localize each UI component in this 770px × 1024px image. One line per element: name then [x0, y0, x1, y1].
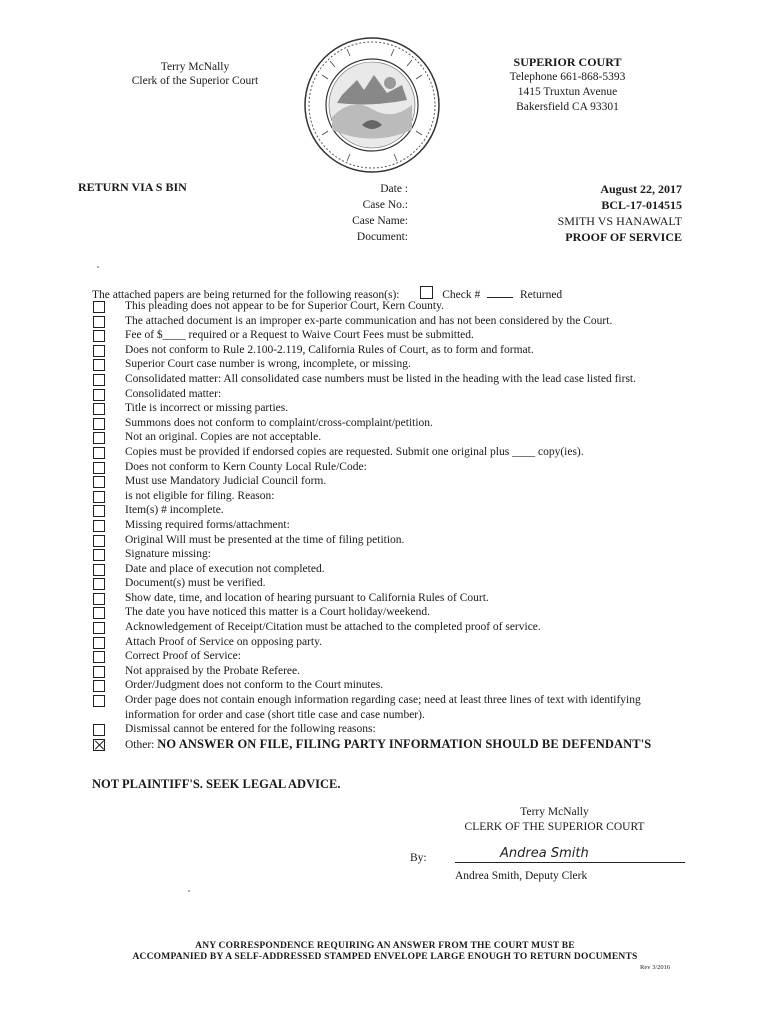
- meta-labels: [300, 181, 408, 245]
- reason-item: [92, 591, 692, 606]
- reason-text: Copies must be provided if endorsed copies are requested. Submit one original plus ____ copy(ies).: [125, 445, 584, 458]
- reasons-list: [92, 299, 692, 752]
- clerk-title: Clerk of the Superior Court: [131, 75, 259, 87]
- reason-text: Title is incorrect or missing parties.: [125, 402, 289, 415]
- footer-line1: ANY CORRESPONDENCE REQUIRING AN ANSWER FROM THE COURT MUST BE: [195, 941, 575, 951]
- court-header: [480, 55, 655, 115]
- reason-text: Item(s) # incomplete.: [125, 504, 224, 517]
- return-via: RETURN VIA S BIN: [78, 180, 187, 194]
- reason-text: Not appraised by the Probate Referee.: [125, 664, 300, 677]
- reason-text: Superior Court case number is wrong, incomplete, or missing.: [125, 358, 411, 371]
- reason-checkbox[interactable]: [93, 520, 105, 532]
- footer-line2: ACCOMPANIED BY A SELF-ADDRESSED STAMPED ENVELOPE LARGE ENOUGH TO RETURN DOCUMENTS: [132, 952, 638, 962]
- signer-title: CLERK OF THE SUPERIOR COURT: [464, 821, 645, 833]
- reason-checkbox[interactable]: [93, 578, 105, 590]
- case-no-label: Case No.:: [362, 199, 408, 211]
- clerk-name: Terry McNally: [160, 61, 230, 73]
- reason-item: [92, 489, 692, 504]
- reason-item: [92, 387, 692, 402]
- reason-text: Not an original. Copies are not acceptable.: [125, 431, 322, 444]
- reason-text: Order page does not contain enough information regarding case; need at least three lines of text with identifying information for order and case (short title case and case number).: [125, 694, 641, 721]
- reason-checkbox[interactable]: [93, 651, 105, 663]
- document-label: Document:: [356, 231, 408, 243]
- reason-checkbox[interactable]: [93, 505, 105, 517]
- reason-item: [92, 678, 692, 693]
- reason-text: Signature missing:: [125, 548, 211, 561]
- reason-item: [92, 605, 692, 620]
- reason-item: [92, 693, 692, 722]
- reason-text: The attached document is an improper ex-parte communication and has not been considered by the Court.: [125, 314, 613, 327]
- reason-checkbox[interactable]: [93, 374, 105, 386]
- signer-name: Terry McNally: [520, 806, 589, 818]
- revision-date: Rev 3/2016: [640, 964, 671, 971]
- reason-checkbox[interactable]: [93, 403, 105, 415]
- reason-text: Date and place of execution not completed.: [125, 562, 325, 575]
- scan-speck: [188, 890, 190, 892]
- reason-text: Correct Proof of Service:: [125, 650, 241, 663]
- date-label: Date :: [380, 183, 408, 195]
- check-returned-checkbox[interactable]: [420, 286, 433, 299]
- reason-text: Consolidated matter: All consolidated case numbers must be listed in the heading with the lead case listed first.: [125, 372, 636, 385]
- reason-checkbox[interactable]: [93, 491, 105, 503]
- reason-checkbox[interactable]: [93, 607, 105, 619]
- reason-item: [92, 664, 692, 679]
- reason-checkbox[interactable]: [93, 316, 105, 328]
- reason-item: [92, 503, 692, 518]
- reason-item: [92, 430, 692, 445]
- reason-item: [92, 299, 692, 314]
- reason-item: [92, 722, 692, 737]
- handwritten-signature: Andrea Smith: [500, 846, 589, 861]
- reason-text: Acknowledgement of Receipt/Citation must be attached to the completed proof of service.: [125, 621, 541, 634]
- reason-checkbox[interactable]: [93, 549, 105, 561]
- other-label: Other:: [125, 738, 155, 751]
- reason-text: Does not conform to Rule 2.100-2.119, California Rules of Court, as to form and format.: [125, 343, 534, 356]
- other-continued: NOT PLAINTIFF'S. SEEK LEGAL ADVICE.: [92, 777, 341, 791]
- reason-checkbox[interactable]: [93, 695, 105, 707]
- reason-item: [92, 357, 692, 372]
- reason-item: [92, 343, 692, 358]
- reason-checkbox[interactable]: [93, 637, 105, 649]
- by-label: By:: [410, 852, 427, 864]
- reason-item: [92, 649, 692, 664]
- reason-checkbox[interactable]: [93, 666, 105, 678]
- reason-text: Missing required forms/attachment:: [125, 518, 290, 531]
- signature-line: [455, 862, 685, 863]
- scan-speck: [97, 266, 99, 268]
- case-no-value: BCL-17-014515: [601, 198, 682, 212]
- reason-text: Must use Mandatory Judicial Council form.: [125, 475, 327, 488]
- reason-item: [92, 620, 692, 635]
- case-name-value: SMITH VS HANAWALT: [557, 214, 682, 228]
- reason-text: Fee of $____ required or a Request to Waive Court Fees must be submitted.: [125, 329, 474, 342]
- case-name-label: Case Name:: [352, 215, 408, 227]
- reason-text: Attach Proof of Service on opposing party.: [125, 635, 322, 648]
- reason-checkbox[interactable]: [93, 389, 105, 401]
- reason-checkbox[interactable]: [93, 564, 105, 576]
- check-label: Check #: [442, 289, 481, 301]
- reason-item: [92, 372, 692, 387]
- county-seal-icon: [302, 35, 442, 175]
- reason-checkbox[interactable]: [93, 447, 105, 459]
- reason-item: [92, 401, 692, 416]
- deputy-clerk: Andrea Smith, Deputy Clerk: [455, 870, 588, 882]
- reason-checkbox[interactable]: [93, 432, 105, 444]
- reason-checkbox[interactable]: [93, 301, 105, 313]
- date-value: August 22, 2017: [600, 182, 682, 196]
- court-telephone: Telephone 661-868-5393: [509, 71, 626, 83]
- reason-item: [92, 416, 692, 431]
- court-address-line2: Bakersfield CA 93301: [516, 101, 619, 113]
- reason-checkbox[interactable]: [93, 593, 105, 605]
- reason-item: [92, 737, 692, 753]
- reason-text: Document(s) must be verified.: [125, 577, 266, 590]
- other-text: NO ANSWER ON FILE, FILING PARTY INFORMATION SHOULD BE DEFENDANT'S: [157, 736, 652, 751]
- clerk-header: [95, 60, 295, 88]
- reason-text: Summons does not conform to complaint/cross-complaint/petition.: [125, 416, 433, 429]
- meta-values: [470, 181, 682, 245]
- reason-checkbox[interactable]: [93, 476, 105, 488]
- reasons-intro-text: The attached papers are being returned for the following reason(s):: [92, 289, 400, 301]
- signature-block: [452, 805, 657, 835]
- footer-notice: [100, 941, 670, 963]
- reason-item: [92, 562, 692, 577]
- reason-checkbox[interactable]: [93, 330, 105, 342]
- check-number-blank: [487, 288, 513, 298]
- reason-checkbox[interactable]: [93, 462, 105, 474]
- reason-item: [92, 547, 692, 562]
- reason-text: Consolidated matter:: [125, 387, 222, 400]
- returned-label: Returned: [520, 289, 563, 301]
- reason-text: Show date, time, and location of hearing pursuant to California Rules of Court.: [125, 591, 489, 604]
- reason-checkbox[interactable]: [93, 739, 105, 751]
- document-value: PROOF OF SERVICE: [565, 230, 682, 244]
- reason-checkbox[interactable]: [93, 535, 105, 547]
- reason-item: [92, 533, 692, 548]
- reason-item: [92, 474, 692, 489]
- reason-checkbox[interactable]: [93, 359, 105, 371]
- court-title: SUPERIOR COURT: [513, 55, 622, 69]
- reason-item: [92, 518, 692, 533]
- reason-item: [92, 635, 692, 650]
- reason-checkbox[interactable]: [93, 418, 105, 430]
- reason-item: [92, 576, 692, 591]
- court-address-line1: 1415 Truxtun Avenue: [517, 86, 618, 98]
- reason-text: Order/Judgment does not conform to the Court minutes.: [125, 679, 384, 692]
- reason-text: The date you have noticed this matter is a Court holiday/weekend.: [125, 606, 430, 619]
- reason-text: Does not conform to Kern County Local Rule/Code:: [125, 460, 367, 473]
- reason-item: [92, 460, 692, 475]
- reason-item: [92, 314, 692, 329]
- reason-text: This pleading does not appear to be for Superior Court, Kern County.: [125, 300, 444, 312]
- reason-item: [92, 445, 692, 460]
- reason-text: is not eligible for filing. Reason:: [125, 489, 275, 502]
- reason-text: Original Will must be presented at the time of filing petition.: [125, 533, 405, 546]
- reason-checkbox[interactable]: [93, 622, 105, 634]
- reason-checkbox[interactable]: [93, 680, 105, 692]
- reason-checkbox[interactable]: [93, 724, 105, 736]
- reason-text: Dismissal cannot be entered for the following reasons:: [125, 723, 376, 736]
- reason-item: [92, 328, 692, 343]
- reason-checkbox[interactable]: [93, 345, 105, 357]
